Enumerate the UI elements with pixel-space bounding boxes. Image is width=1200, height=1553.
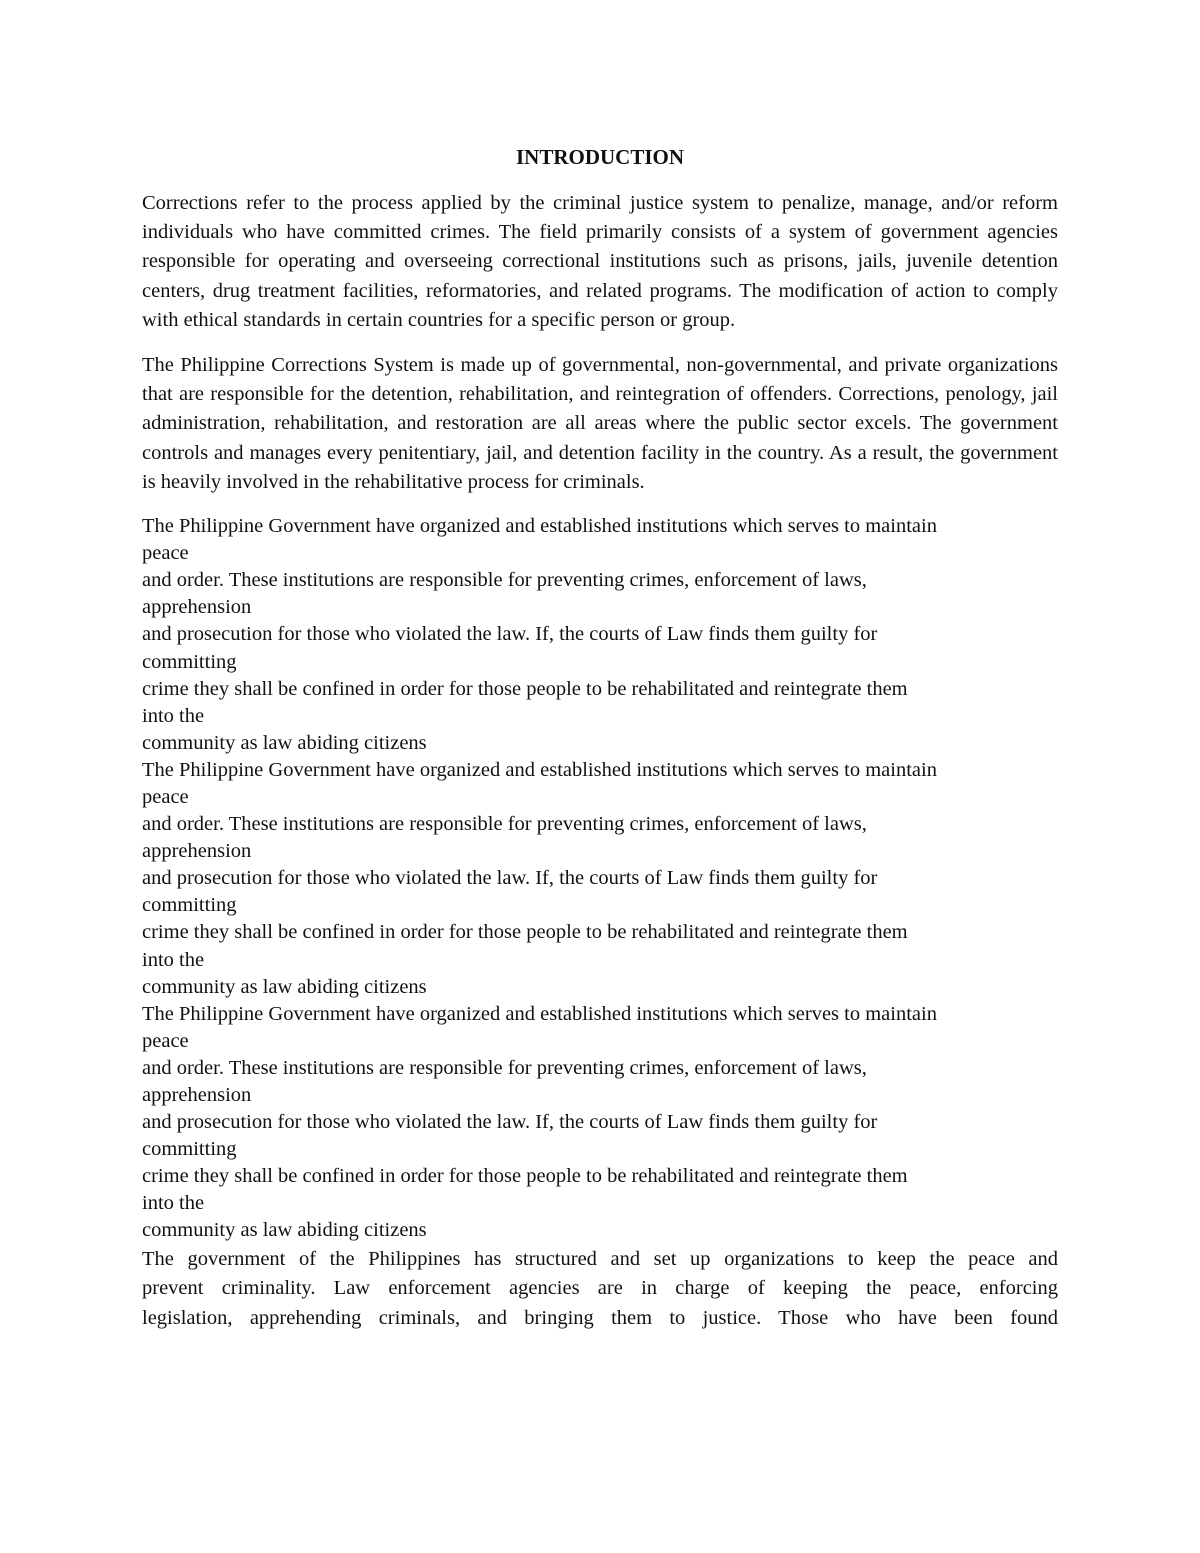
text-line: into the [142, 1192, 205, 1215]
text-line: The Philippine Government have organized and established institutions which serves to maintain [142, 758, 937, 781]
text-line: crime they shall be confined in order for those people to be rehabilitated and reintegrate them [142, 677, 908, 700]
text-line: committing [142, 1138, 237, 1161]
text-line: crime they shall be confined in order for those people to be rehabilitated and reintegrate them [142, 921, 908, 944]
text-line: community as law abiding citizens [142, 731, 427, 754]
text-line: The Philippine Government have organized and established institutions which serves to maintain [142, 1002, 937, 1025]
text-line: peace [142, 542, 189, 565]
text-line: community as law abiding citizens [142, 1219, 427, 1242]
text-line: community as law abiding citizens [142, 975, 427, 998]
text-line: and prosecution for those who violated the law. If, the courts of Law finds them guilty for [142, 1111, 878, 1134]
repeated-block-1 [142, 513, 1058, 757]
text-line: and order. These institutions are responsible for preventing crimes, enforcement of laws, [142, 569, 867, 592]
text-line: into the [142, 704, 205, 727]
text-line: and order. These institutions are responsible for preventing crimes, enforcement of laws, [142, 813, 867, 836]
text-line: crime they shall be confined in order for those people to be rehabilitated and reintegrate them [142, 1165, 908, 1188]
text-line: into the [142, 948, 205, 971]
paragraph-philippine-corrections-system: The Philippine Corrections System is made up of governmental, non-governmental, and private organizations that are responsible for the detention, rehabilitation, and reintegration of offenders. Corrections, penology, jail administration, rehabilitation, and restoration are all areas where the public sector excels. The government controls and manages every penitentiary, jail, and detention facility in the country. As a result, the government is heavily involved in the rehabilitative process for criminals. [142, 354, 1058, 493]
text-line: apprehension [142, 596, 252, 619]
text-line: committing [142, 650, 237, 673]
final-paragraph [142, 1245, 1058, 1334]
text-line: apprehension [142, 840, 252, 863]
text-line: prevent criminality. Law enforcement agencies are in charge of keeping the peace, enforcing [142, 1277, 1058, 1300]
text-line: peace [142, 785, 189, 808]
document-title: INTRODUCTION [515, 145, 685, 169]
repeated-block-2 [142, 757, 1058, 1001]
text-line: and prosecution for those who violated the law. If, the courts of Law finds them guilty for [142, 623, 878, 646]
text-line: committing [142, 894, 237, 917]
paragraph-corrections-definition: Corrections refer to the process applied by the criminal justice system to penalize, manage, and/or reform individuals who have committed crimes. The field primarily consists of a system of government agencies responsible for operating and overseeing correctional institutions such as prisons, jails, juvenile detention centers, drug treatment facilities, reformatories, and related programs. The modification of action to comply with ethical standards in certain countries for a specific person or group. [142, 192, 1058, 331]
text-line: peace [142, 1029, 189, 1052]
text-line: and order. These institutions are responsible for preventing crimes, enforcement of laws, [142, 1056, 867, 1079]
document-page [142, 143, 1058, 1333]
repeated-block-3 [142, 1001, 1058, 1245]
text-line: apprehension [142, 1084, 252, 1106]
text-line: The Philippine Government have organized and established institutions which serves to maintain [142, 515, 937, 538]
text-line: and prosecution for those who violated the law. If, the courts of Law finds them guilty for [142, 867, 878, 890]
text-line: The government of the Philippines has structured and set up organizations to keep the peace and [142, 1247, 1058, 1270]
text-line: legislation, apprehending criminals, and bringing them to justice. Those who have been found [142, 1306, 1058, 1329]
